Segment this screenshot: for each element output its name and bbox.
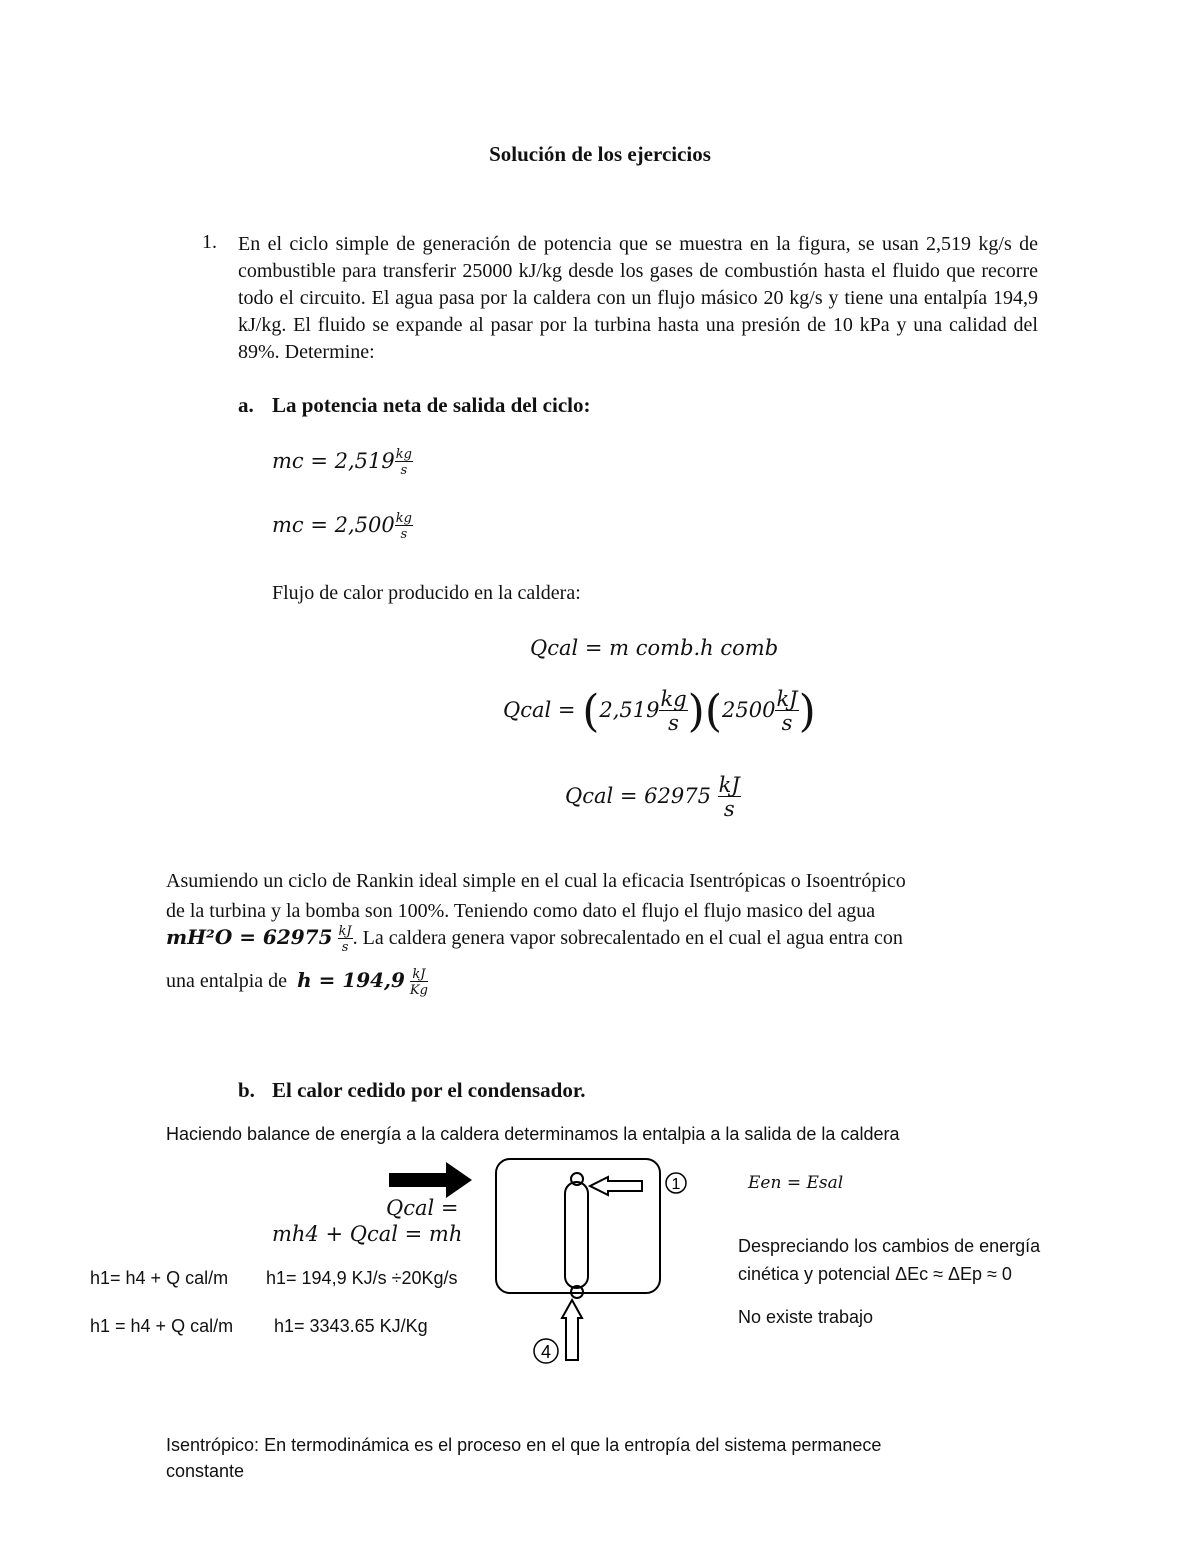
isentropic-label: Isentrópico:	[166, 1435, 260, 1455]
h1-formula-1: h1= h4 + Q cal/m	[90, 1268, 229, 1288]
part-a-label: a.	[238, 393, 254, 417]
neglect-line-2: cinética y potencial ΔEc ≈ ΔEp ≈ 0	[738, 1264, 1012, 1284]
outlet-arrow-icon	[562, 1300, 582, 1360]
boiler-tube	[565, 1182, 588, 1288]
balance-text: Haciendo balance de energía a la caldera determinamos la entalpia a la salida de la caldera	[166, 1124, 900, 1144]
page-title: Solución de los ejercicios	[489, 142, 711, 166]
boiler-box	[496, 1159, 660, 1293]
part-a-heading: La potencia neta de salida del ciclo:	[272, 393, 591, 417]
mc-equation-2: mc = 2,500 $\frac{kg}{s}$	[272, 511, 412, 542]
h1-result-1: h1= 194,9 KJ/s ÷20Kg/s	[266, 1268, 458, 1288]
rankine-line-2: de la turbina y la bomba son 100%. Teniendo como dato el flujo el flujo masico del agua	[166, 900, 876, 922]
rankine-line-1: Asumiendo un ciclo de Rankin ideal simple en el cual la eficacia Isentrópicas o Isoentrópico	[166, 870, 906, 892]
qcal-equation-1: Qcal = m comb.h comb	[530, 636, 779, 660]
qcal-eq-bottom: mh4 + Qcal = mh	[272, 1222, 463, 1246]
isentropic-definition: Isentrópico: En termodinámica es el proceso en el que la entropía del sistema permanece	[166, 1435, 882, 1455]
energy-balance-eq: Een = Esal	[748, 1173, 844, 1193]
rankine-line-4: una entalpia de h = 194,9 $\frac{kJ}{Kg}$	[166, 967, 428, 998]
boiler-diagram	[490, 1152, 700, 1367]
part-b-label: b.	[238, 1078, 255, 1102]
part-b-heading: El calor cedido por el condensador.	[272, 1078, 586, 1102]
heat-input-arrow-icon	[386, 1160, 476, 1200]
rankine-line-3: mH²O = 62975 $\frac{kJ}{s}$ . La caldera genera vapor sobrecalentado en el cual el agua entra con	[166, 924, 903, 955]
state-4-label: 4	[540, 1342, 552, 1362]
h1-formula-2: h1 = h4 + Q cal/m	[90, 1316, 234, 1336]
inlet-arrow-icon	[590, 1177, 642, 1195]
no-work-text: No existe trabajo	[738, 1307, 874, 1327]
state-1-label: 1	[671, 1176, 681, 1193]
heat-flow-label: Flujo de calor producido en la caldera:	[272, 582, 581, 604]
isentropic-definition-cont: constante	[166, 1461, 245, 1481]
h1-result-2: h1= 3343.65 KJ/Kg	[274, 1316, 428, 1336]
mc-equation-1: mc = 2,519 $\frac{kg}{s}$	[272, 447, 412, 478]
exercise-statement: En el ciclo simple de generación de potencia que se muestra en la figura, se usan 2,519 kg/s de combustible para transferir 25000 kJ/kg desde los gases de combustión hasta el fluido que recorre todo el circuito. El agua pasa por la caldera con un flujo másico 20 kg/s y tiene una entalpía 194,9 kJ/kg. El fluido se expande al pasar por la turbina hasta una presión de 10 kPa y una calidad del 89%. Determine:	[238, 233, 1038, 363]
qcal-equation-2: Qcal = (2,519 $\frac{kg}{s}$ )(2500 $\frac{kJ}{s}$ )	[503, 686, 816, 737]
qcal-equation-3: Qcal = 62975 $\frac{kJ}{s}$	[565, 773, 740, 821]
exercise-number: 1.	[202, 231, 217, 253]
neglect-line-1: Despreciando los cambios de energía	[738, 1236, 1041, 1256]
qcal-eq-top: Qcal =	[386, 1196, 459, 1220]
